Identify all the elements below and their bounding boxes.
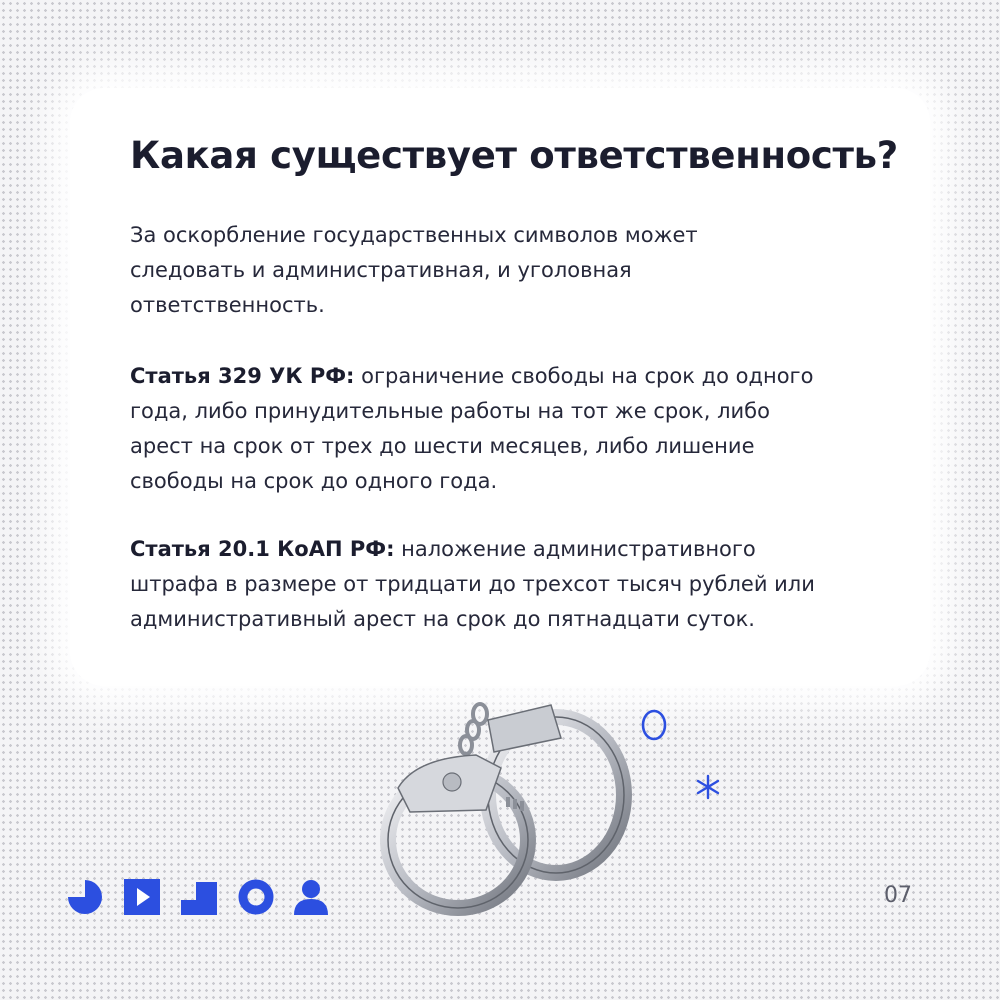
article-text: арест на срок от трех до шести месяцев, либо лишение xyxy=(130,434,755,458)
intro-line: За оскорбление государственных символов может xyxy=(130,223,698,247)
article-text: ограничение свободы на срок до одного xyxy=(354,364,814,388)
article-label: Статья 20.1 КоАП РФ: xyxy=(130,537,395,561)
info-card xyxy=(70,88,930,686)
article-20-1-paragraph xyxy=(130,532,890,637)
intro-line: следовать и административная, и уголовная xyxy=(130,258,632,282)
ring-icon xyxy=(237,878,275,916)
article-329-paragraph xyxy=(130,359,890,499)
article-text: года, либо принудительные работы на тот же срок, либо xyxy=(130,399,770,423)
article-text: административный арест на срок до пятнадцати суток. xyxy=(130,607,755,631)
handcuffs-icon xyxy=(376,700,646,920)
person-icon xyxy=(292,878,330,916)
article-text: наложение административного xyxy=(394,537,756,561)
pie-icon xyxy=(66,878,104,916)
intro-line: ответственность. xyxy=(130,293,325,317)
steps-icon xyxy=(180,878,218,916)
intro-paragraph xyxy=(130,218,890,323)
article-text: свободы на срок до одного года. xyxy=(130,469,498,493)
play-square-icon xyxy=(123,878,161,916)
article-text: штрафа в размере от тридцати до трехсот тысяч рублей или xyxy=(130,572,815,596)
asterisk-icon xyxy=(694,773,722,801)
page-title: Какая существует ответственность? xyxy=(130,134,898,177)
page-number: 07 xyxy=(884,883,912,908)
article-label: Статья 329 УК РФ: xyxy=(130,364,355,388)
